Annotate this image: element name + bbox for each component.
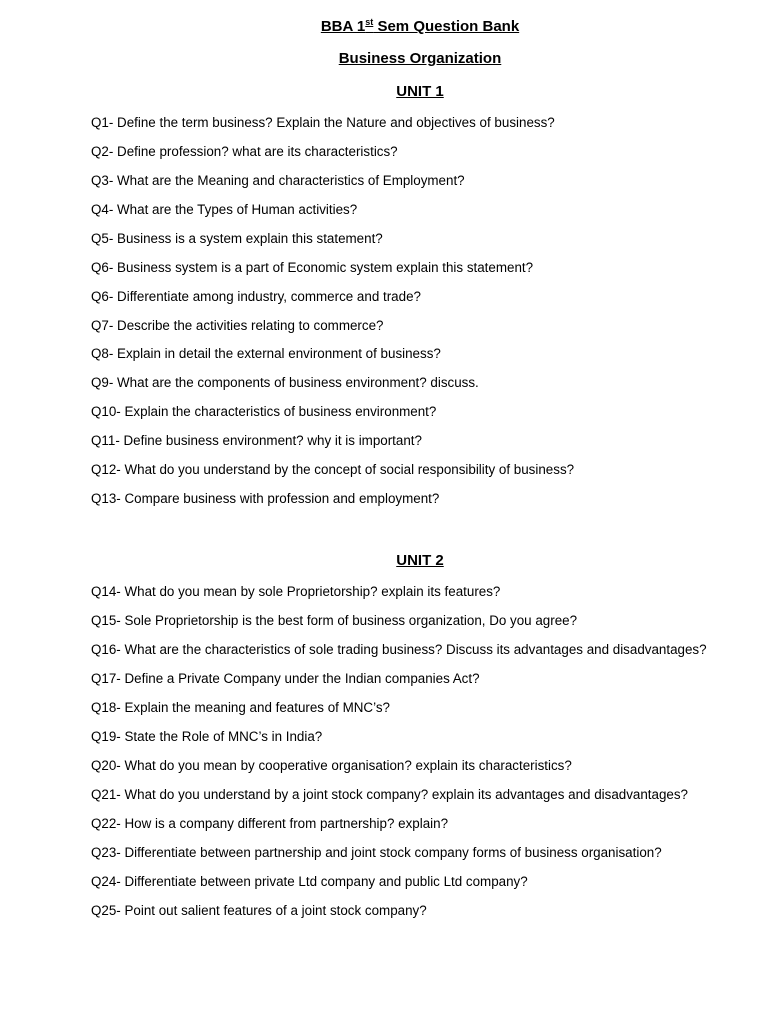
title-superscript: st	[365, 17, 374, 27]
subject-title: Business Organization	[338, 50, 502, 67]
question-item: Q5- Business is a system explain this statement?	[91, 231, 383, 246]
question-item: Q21- What do you understand by a joint stock company? explain its advantages and disadvantages?	[91, 787, 689, 802]
question-item: Q15- Sole Proprietorship is the best form of business organization, Do you agree?	[91, 613, 578, 628]
question-item: Q3- What are the Meaning and characteristics of Employment?	[91, 173, 465, 188]
title-suffix: Sem Question Bank	[373, 18, 520, 35]
question-item: Q9- What are the components of business environment? discuss.	[91, 375, 479, 390]
question-item: Q22- How is a company different from partnership? explain?	[91, 816, 449, 831]
question-item: Q7- Describe the activities relating to commerce?	[91, 318, 384, 333]
unit-1-title: UNIT 1	[396, 83, 444, 100]
question-item: Q1- Define the term business? Explain the Nature and objectives of business?	[91, 115, 555, 130]
question-item: Q8- Explain in detail the external environment of business?	[91, 346, 441, 361]
question-item: Q16- What are the characteristics of sole trading business? Discuss its advantages and disadvantages?	[91, 642, 707, 657]
question-item: Q24- Differentiate between private Ltd company and public Ltd company?	[91, 874, 528, 889]
question-item: Q11- Define business environment? why it is important?	[91, 433, 422, 448]
question-item: Q17- Define a Private Company under the Indian companies Act?	[91, 671, 480, 686]
document-title	[0, 18, 768, 36]
question-item: Q25- Point out salient features of a joint stock company?	[91, 903, 427, 918]
question-item: Q10- Explain the characteristics of business environment?	[91, 404, 437, 419]
question-item: Q18- Explain the meaning and features of MNC’s?	[91, 700, 390, 715]
title-prefix: BBA 1	[320, 18, 366, 35]
question-item: Q6- Differentiate among industry, commerce and trade?	[91, 289, 421, 304]
question-item: Q13- Compare business with profession and employment?	[91, 491, 440, 506]
question-item: Q14- What do you mean by sole Proprietorship? explain its features?	[91, 584, 501, 599]
question-item: Q19- State the Role of MNC’s in India?	[91, 729, 323, 744]
question-item: Q4- What are the Types of Human activities?	[91, 202, 358, 217]
question-item: Q6- Business system is a part of Economic system explain this statement?	[91, 260, 534, 275]
question-item: Q20- What do you mean by cooperative organisation? explain its characteristics?	[91, 758, 572, 773]
question-item: Q23- Differentiate between partnership and joint stock company forms of business organisation?	[91, 845, 662, 860]
question-item: Q12- What do you understand by the concept of social responsibility of business?	[91, 462, 575, 477]
question-item: Q2- Define profession? what are its characteristics?	[91, 144, 398, 159]
unit-2-title: UNIT 2	[396, 552, 444, 569]
